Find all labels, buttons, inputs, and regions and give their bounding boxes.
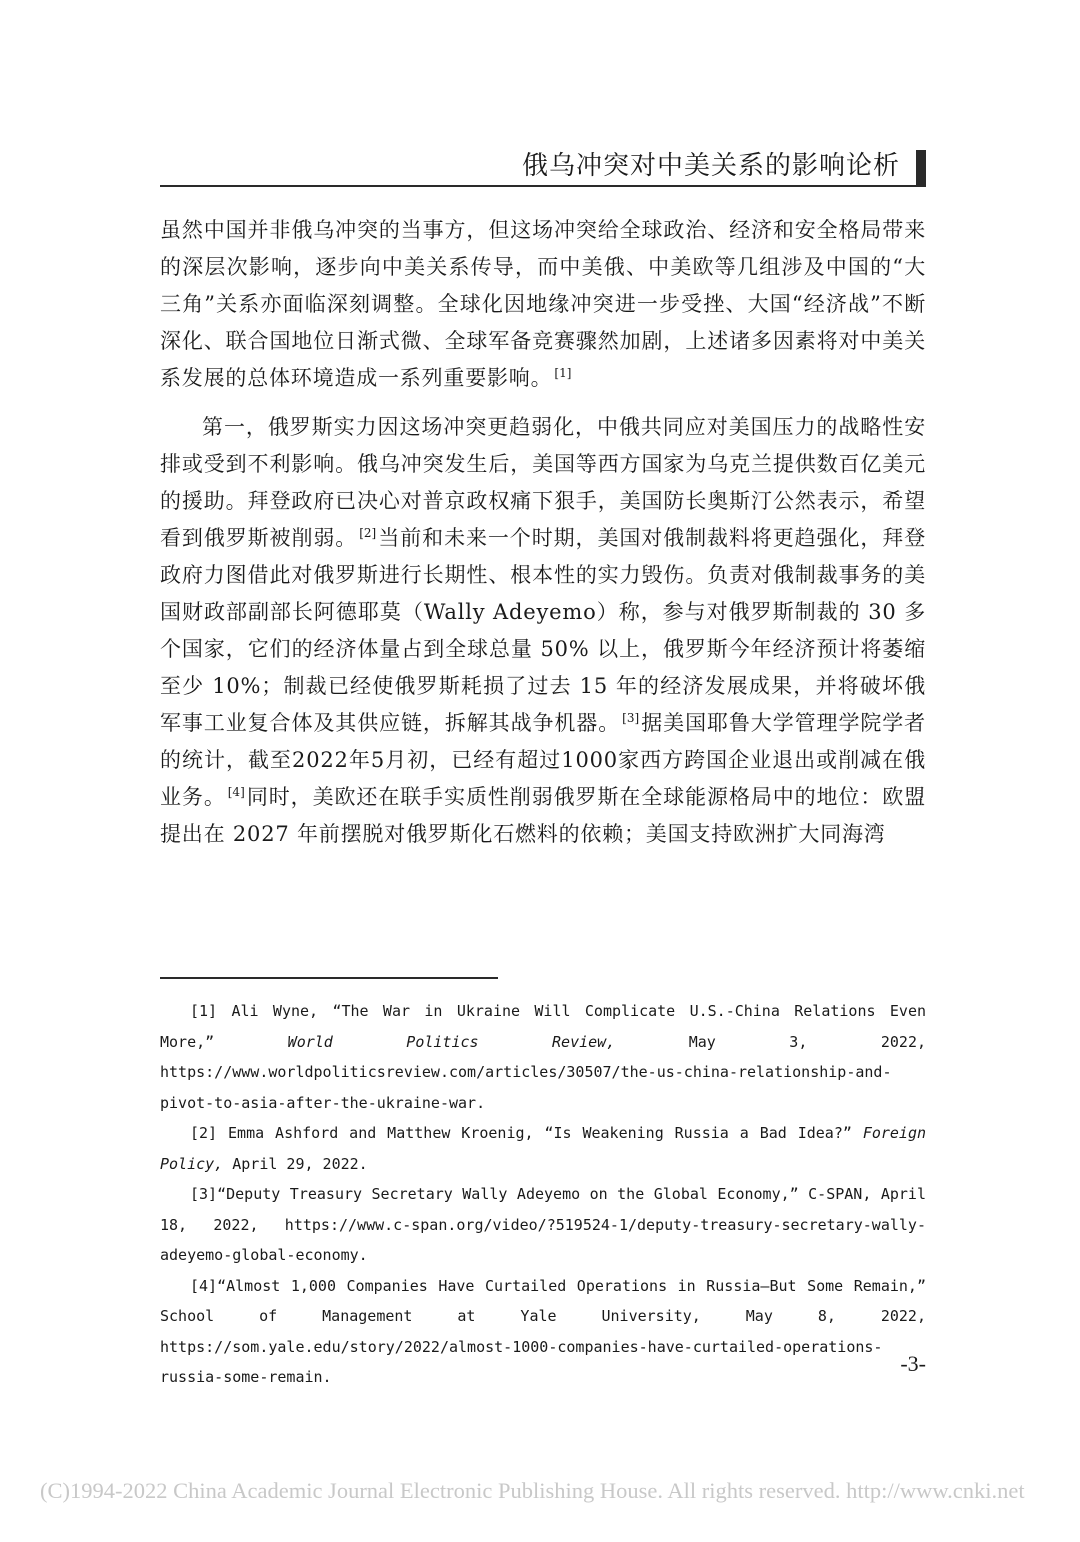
- running-header-title: 俄乌冲突对中美关系的影响论析: [521, 151, 900, 181]
- footnote-text: “Deputy Treasury Secretary Wally Adeyemo on the Global Economy,” C-SPAN, April 18, 2022, https://www.c-span.org/video/?519524-1/deputy-treasury-secretary-wally-adeyemo-global-economy.: [160, 1185, 926, 1264]
- footnote-text: April 29, 2022.: [232, 1154, 368, 1173]
- footnote-text: “Almost 1,000 Companies Have Curtailed Operations in Russia—But Some Remain,” School of Management at Yale University, May 8, 2022, https://som.yale.edu/story/2022/almost-1000-companies-have-curtailed-operations-russia-some-remain.: [160, 1276, 926, 1386]
- footnote-1: [160, 996, 926, 1118]
- footnote-separator: [160, 977, 498, 979]
- footnote-4: [160, 1271, 926, 1393]
- footnote-number: [1]: [190, 1002, 218, 1020]
- running-header: [160, 150, 926, 186]
- footnote-text: Emma Ashford and Matthew Kroenig, “Is Weakening Russia a Bad Idea?”: [228, 1124, 852, 1142]
- footnote-ref-3[interactable]: [3]: [622, 711, 640, 725]
- copyright-text: (C)1994-2022 China Academic Journal Electronic Publishing House. All rights reserved. http://www.cnki.net: [40, 1478, 1025, 1503]
- footnote-ref-1[interactable]: [1]: [554, 366, 572, 380]
- footnote-journal: Foreign Policy,: [160, 1124, 927, 1173]
- paragraph-1: [160, 212, 926, 397]
- footnote-2: [160, 1118, 926, 1179]
- paragraph-2-text-c: 据美国耶鲁大学管理学院学者的统计，截至2022年5月初，已经有超过1000家西方跨国企业退出或削减在俄业务。: [160, 711, 926, 809]
- footnote-ref-2[interactable]: [2]: [359, 526, 377, 540]
- footnote-text: Ali Wyne, “The War in Ukraine Will Complicate U.S.-China Relations Even More,”: [160, 1002, 927, 1051]
- footnote-journal: World Politics Review,: [287, 1032, 616, 1051]
- footnote-3: [160, 1179, 926, 1271]
- page-number: -3-: [900, 1351, 926, 1376]
- main-text: [160, 212, 926, 853]
- footnote-number: [3]: [190, 1185, 218, 1203]
- paragraph-2-text-a: 第一，俄罗斯实力因这场冲突更趋弱化，中俄共同应对美国压力的战略性安排或受到不利影响。俄乌冲突发生后，美国等西方国家为乌克兰提供数百亿美元的援助。拜登政府已决心对普京政权痛下狠手，美国防长奥斯汀公然表示，希望看到俄罗斯被削弱。: [160, 415, 926, 550]
- paragraph-1-text: 虽然中国并非俄乌冲突的当事方，但这场冲突给全球政治、经济和安全格局带来的深层次影响，逐步向中美关系传导，而中美俄、中美欧等几组涉及中国的“大三角”关系亦面临深刻调整。全球化因地缘冲突进一步受挫、大国“经济战”不断深化、联合国地位日渐式微、全球军备竞赛骤然加剧，上述诸多因素将对中美关系发展的总体环境造成一系列重要影响。: [160, 218, 926, 390]
- footnote-number: [4]: [190, 1276, 218, 1295]
- paragraph-2: [160, 409, 926, 853]
- copyright-watermark: [40, 1476, 1080, 1506]
- footnote-ref-4[interactable]: [4]: [227, 785, 245, 799]
- footnote-number: [2]: [190, 1124, 218, 1142]
- footnotes: [160, 996, 926, 1393]
- header-bar-decoration: [916, 150, 926, 186]
- paragraph-2-text-b: 当前和未来一个时期，美国对俄制裁料将更趋强化，拜登政府力图借此对俄罗斯进行长期性、根本性的实力毁伤。负责对俄制裁事务的美国财政部副部长阿德耶莫（Wally Adeyemo）称，参与对俄罗斯制裁的 30 多个国家，它们的经济体量占到全球总量 50% 以上，俄罗斯今年经济预计将萎缩至少 10%；制裁已经使俄罗斯耗损了过去 15 年的经济发展成果，并将破坏俄军事工业复合体及其供应链，拆解其战争机器。: [160, 526, 927, 735]
- footnote-text: May 3, 2022, https://www.worldpoliticsreview.com/articles/30507/the-us-china-relationship-and-pivot-to-asia-after-the-ukraine-war.: [160, 1032, 926, 1112]
- paragraph-2-text-d: 同时，美欧还在联手实质性削弱俄罗斯在全球能源格局中的地位：欧盟提出在 2027 年前摆脱对俄罗斯化石燃料的依赖；美国支持欧洲扩大同海湾: [160, 785, 927, 846]
- header-rule: [160, 185, 926, 187]
